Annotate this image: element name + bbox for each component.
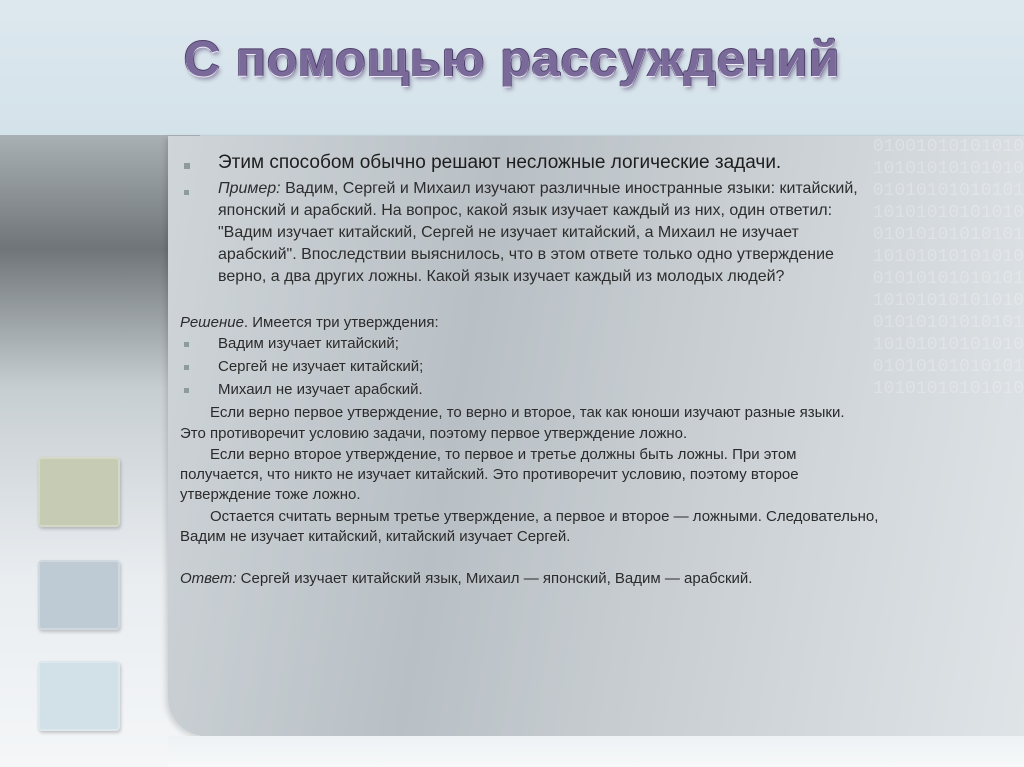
paragraph-2-line-1: Если верно второе утверждение, то первое и третье должны быть ложны. При этом — [210, 446, 797, 463]
binary-watermark: 01001010101010 10101010101010 01010101010101 10101010101010 01010101010101 10101010101010 01010101010101 10101010101010 01010101010101 10101010101010 01010101010101 10101010101010 — [872, 137, 1024, 399]
paragraph-2-line-3: утверждение тоже ложно. — [180, 486, 361, 503]
bullet-icon — [184, 190, 189, 195]
example-line-1: Пример: Вадим, Сергей и Михаил изучают различные иностранные языки: китайский, — [218, 180, 858, 197]
example-line-3: "Вадим изучает китайский, Сергей не изучает китайский, а Михаил не изучает — [218, 224, 799, 241]
example-label: Пример: — [218, 180, 281, 197]
example-line-5: верно, а два других ложны. Какой язык изучает каждый из молодых людей? — [218, 268, 785, 285]
paragraph-2-line-2: получается, что никто не изучает китайский. Это противоречит условию, поэтому второе — [180, 466, 799, 483]
slide-title: С помощью рассуждений — [183, 31, 841, 87]
bullet-icon — [184, 342, 189, 347]
solution-heading: Решение. Имеется три утверждения: — [180, 314, 439, 331]
example-line-2: японский и арабский. На вопрос, какой язык изучает каждый из них, один ответил: — [218, 202, 833, 219]
paragraph-3-line-1: Остается считать верным третье утверждение, а первое и второе — ложными. Следовательно, — [210, 508, 879, 525]
panel-lower-edge — [168, 736, 1024, 767]
paragraph-1-line-2: Это противоречит условию задачи, поэтому первое утверждение ложно. — [180, 425, 688, 442]
answer-line: Ответ: Сергей изучает китайский язык, Михаил — японский, Вадим — арабский. — [180, 570, 753, 587]
statement-3: Михаил не изучает арабский. — [218, 381, 423, 398]
statement-1: Вадим изучает китайский; — [218, 335, 399, 352]
bullet-icon — [184, 163, 190, 169]
decorative-square-1 — [38, 457, 120, 527]
bullet-icon — [184, 388, 189, 393]
statement-2: Сергей не изучает китайский; — [218, 358, 424, 375]
decorative-square-3 — [38, 661, 120, 731]
bullet-icon — [184, 365, 189, 370]
paragraph-1-line-1: Если верно первое утверждение, то верно и второе, так как юноши изучают разные языки. — [210, 404, 845, 421]
example-line-4: арабский". Впоследствии выяснилось, что в этом ответе только одно утверждение — [218, 246, 834, 263]
decorative-square-2 — [38, 560, 120, 630]
main-bullet-text: Этим способом обычно решают несложные логические задачи. — [218, 152, 782, 173]
solution-label: Решение — [180, 314, 244, 331]
answer-label: Ответ: — [180, 570, 237, 587]
paragraph-3-line-2: Вадим не изучает китайский, китайский изучает Сергей. — [180, 528, 571, 545]
